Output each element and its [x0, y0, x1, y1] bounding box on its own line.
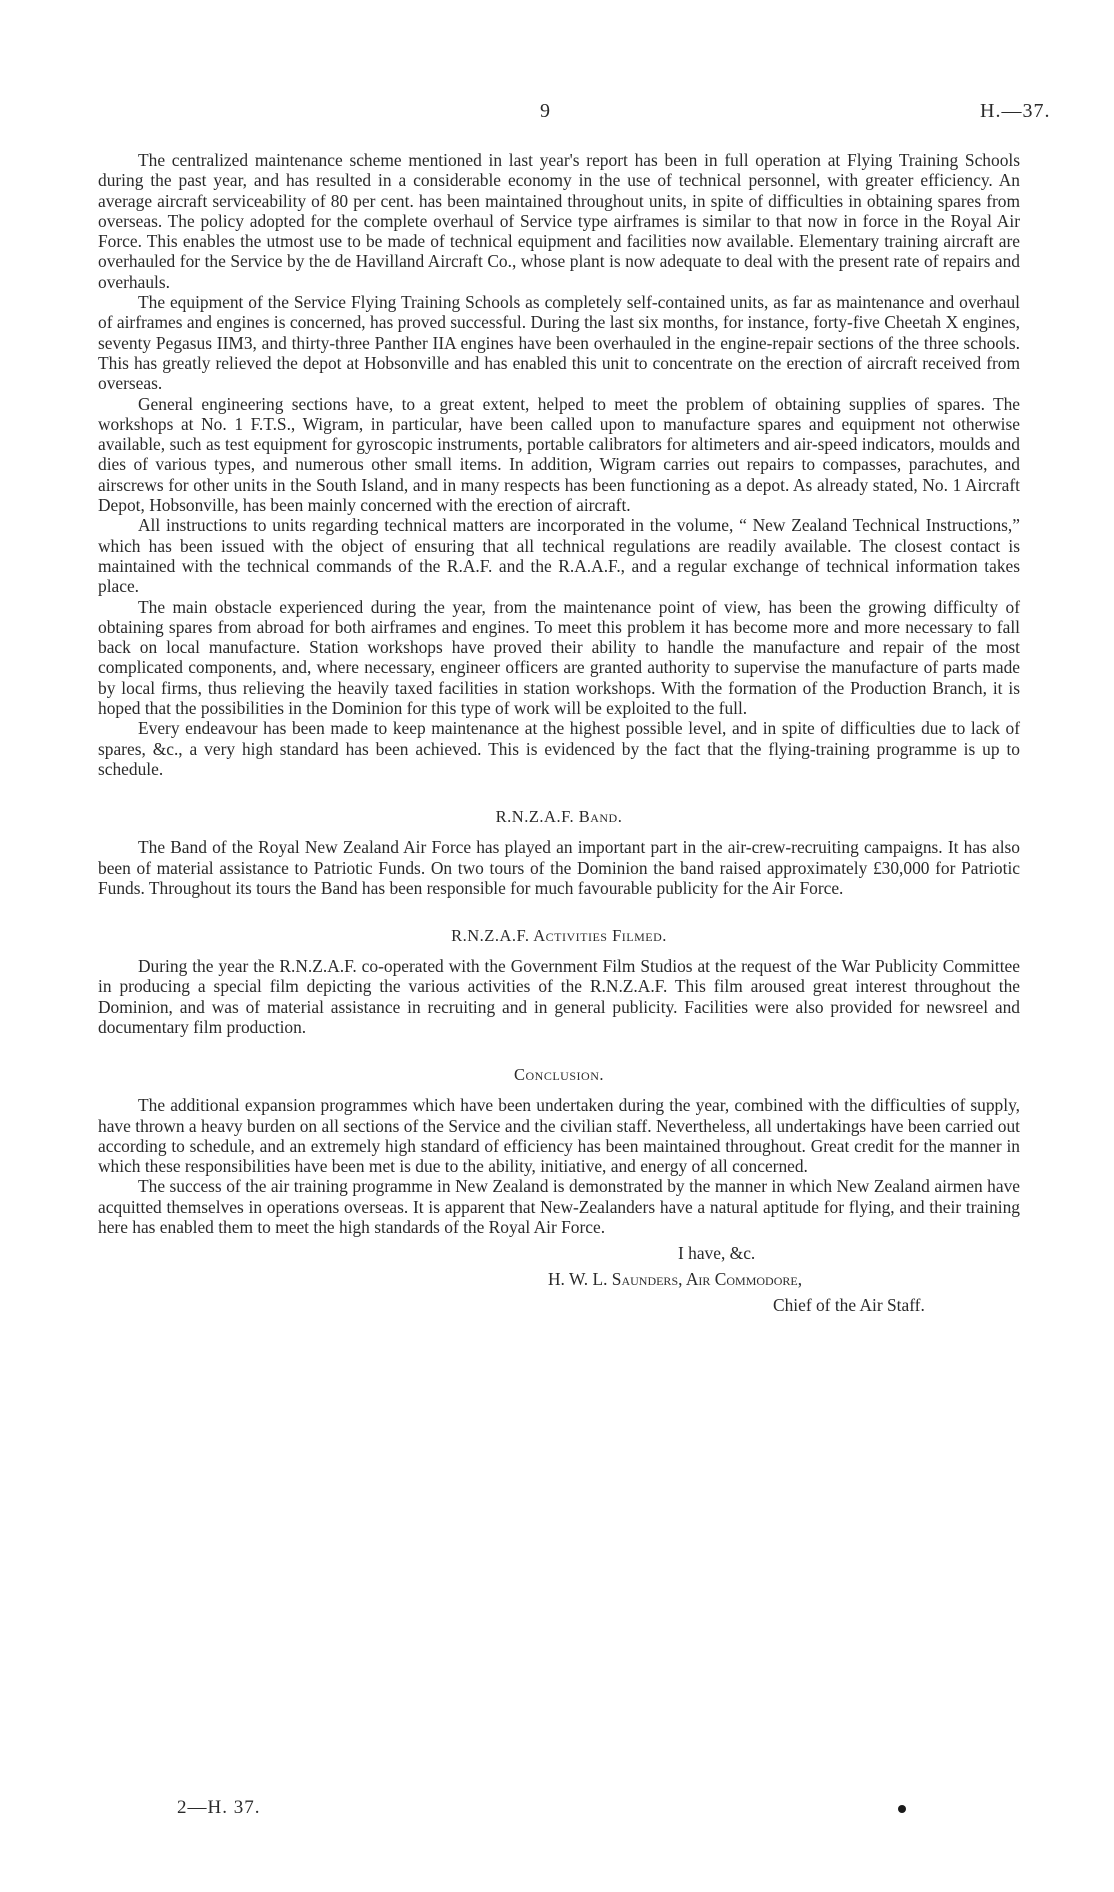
- paragraph-activities-filmed: During the year the R.N.Z.A.F. co-operated with the Government Film Studios at the request of the War Publicity Committee in producing a special film depicting the various activities of the R.N.Z.A.F. This film aroused great interest throughout the Dominion, and was of material assistance in recruiting and in general publicity. Facilities were also provided for newsreel and documentary film production.: [98, 956, 1020, 1037]
- document-body: [98, 150, 1020, 1347]
- paragraph-technical-instructions: All instructions to units regarding technical matters are incorporated in the volume, “ New Zealand Technical Instructions,” which has been issued with the object of ensuring that all technical regulations are readily available. The closest contact is maintained with the technical commands of the R.A.F. and the R.A.A.F., and a regular exchange of technical information takes place.: [98, 515, 1020, 597]
- footer-dot-mark: [898, 1805, 906, 1813]
- section-heading-band: R.N.Z.A.F. Band.: [495, 807, 623, 827]
- paragraph-spares-obstacle: The main obstacle experienced during the year, from the maintenance point of view, has been the growing difficulty of obtaining spares from abroad for both airframes and engines. To meet this problem it has become more and more necessary to fall back on local manufacture. Station workshops have proved their ability to handle the manufacture and repair of the most complicated components, and, where necessary, engineer officers are granted authority to supervise the manufacture of parts made by local firms, thus relieving the heavily taxed facilities in station workshops. With the formation of the Production Branch, it is hoped that the possibilities in the Dominion for this type of work will be exploited to the full.: [98, 596, 1020, 719]
- signature-greeting: I have, &c.: [678, 1243, 756, 1264]
- signature-block: [98, 1237, 1020, 1347]
- paragraph-engineering-sections: General engineering sections have, to a great extent, helped to meet the problem of obtaining supplies of spares. The workshops at No. 1 F.T.S., Wigram, in particular, have been called upon to manufacture spares and equipment not otherwise available, such as test equipment for gyroscopic instruments, portable calibrators for altimeters and air-speed indicators, moulds and dies of various types, and numerous other small items. In addition, Wigram carries out repairs to compasses, parachutes, and airscrews for other units in the South Island, and in many respects has been functioning as a depot. As already stated, No. 1 Aircraft Depot, Hobsonville, has been mainly concerned with the erection of aircraft.: [98, 393, 1020, 516]
- section-heading-conclusion: Conclusion.: [514, 1065, 604, 1085]
- document-reference: H.—37.: [980, 100, 1051, 122]
- section-heading-activities-filmed: R.N.Z.A.F. Activities Filmed.: [451, 926, 667, 946]
- paragraph-conclusion-expansion: The additional expansion programmes which have been undertaken during the year, combined with the difficulties of supply, have thrown a heavy burden on all sections of the Service and the civilian staff. Nevertheless, all undertakings have been carried out according to schedule, and an extremely high standard of efficiency has been maintained throughout. Great credit for the manner in which these responsibilities have been met is due to the ability, initiative, and energy of all concerned.: [98, 1095, 1020, 1177]
- signature-title: Chief of the Air Staff.: [773, 1295, 925, 1316]
- page-number: 9: [540, 100, 550, 122]
- paragraph-maintenance-scheme: The centralized maintenance scheme mentioned in last year's report has been in full operation at Flying Training Schools during the past year, and has resulted in a considerable economy in the use of technical personnel, with greater efficiency. An average aircraft serviceability of 80 per cent. has been maintained throughout units, in spite of difficulties in obtaining spares from overseas. The policy adopted for the complete overhaul of Service type airframes is similar to that now in force in the Royal Air Force. This enables the utmost use to be made of technical equipment and facilities now available. Elementary training aircraft are overhauled for the Service by the de Havilland Aircraft Co., whose plant is now adequate to deal with the present rate of repairs and overhauls.: [98, 150, 1020, 292]
- footer-reference: 2—H. 37.: [177, 1797, 261, 1818]
- paragraph-band: The Band of the Royal New Zealand Air Force has played an important part in the air-crew-recruiting campaigns. It has also been of material assistance to Patriotic Funds. On two tours of the Dominion the band raised approximately £30,000 for Patriotic Funds. Throughout its tours the Band has been responsible for much favourable publicity for the Air Force.: [98, 837, 1020, 898]
- paragraph-conclusion-training-success: The success of the air training programme in New Zealand is demonstrated by the manner in which New Zealand airmen have acquitted themselves in operations overseas. It is apparent that New-Zealanders have a natural aptitude for flying, and their training here has enabled them to meet the high standards of the Royal Air Force.: [98, 1176, 1020, 1238]
- signature-name: H. W. L. Saunders, Air Commodore,: [548, 1269, 803, 1290]
- paragraph-maintenance-standard: Every endeavour has been made to keep maintenance at the highest possible level, and in spite of difficulties due to lack of spares, &c., a very high standard has been achieved. This is evidenced by the fact that the flying-training programme is up to schedule.: [98, 718, 1020, 779]
- paragraph-flying-schools-equipment: The equipment of the Service Flying Training Schools as completely self-contained units, as far as maintenance and overhaul of airframes and engines is concerned, has proved successful. During the last six months, for instance, forty-five Cheetah X engines, seventy Pegasus IIM3, and thirty-three Panther IIA engines have been overhauled in the engine-repair sections of the three schools. This has greatly relieved the depot at Hobsonville and has enabled this unit to concentrate on the erection of aircraft received from overseas.: [98, 292, 1020, 394]
